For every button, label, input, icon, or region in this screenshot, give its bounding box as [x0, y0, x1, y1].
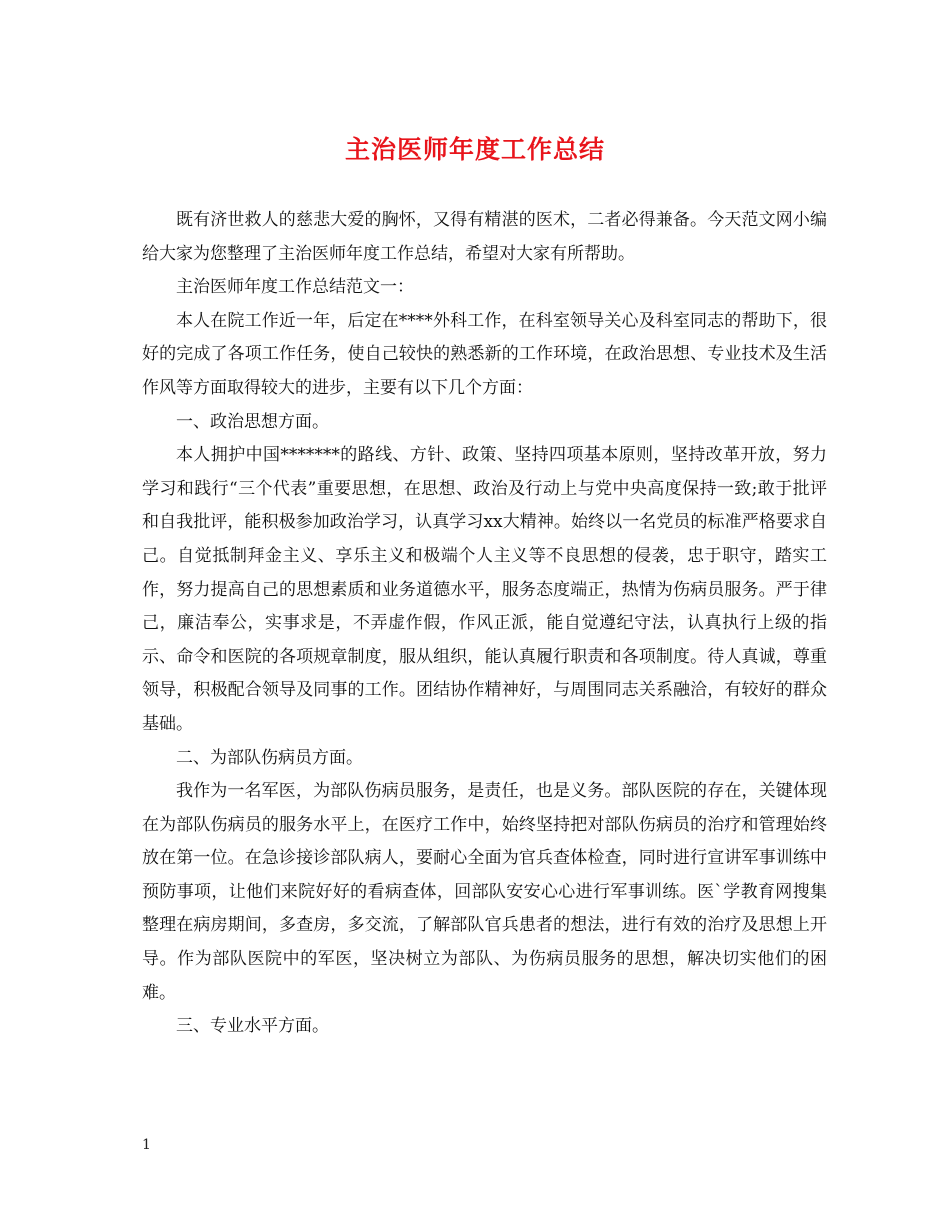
section-heading-troops: 二、为部队伤病员方面。	[176, 747, 363, 768]
paragraph-sample-heading: 主治医师年度工作总结范文一：	[176, 277, 414, 298]
document-title: 主治医师年度工作总结	[344, 135, 605, 164]
document-body	[142, 204, 827, 1044]
page-number: 1	[142, 1137, 151, 1153]
paragraph-overview: 本人在院工作近一年，后定在****外科工作，在科室领导关心及科室同志的帮助下，很好的完成了各项工作任务，使自己较快的熟悉新的工作环境，在政治思想、专业技术及生活作风等方面取得较大的进步，主要有以下几个方面：	[142, 310, 827, 398]
section-heading-professional: 三、专业水平方面。	[176, 1016, 329, 1037]
paragraph-political: 本人拥护中国*******的路线、方针、政策、坚持四项基本原则，坚持改革开放，努力学习和践行“三个代表”重要思想，在思想、政治及行动上与党中央高度保持一致;敢于批评和自我批评，能积极参加政治学习，认真学习xx大精神。始终以一名党员的标准严格要求自己。自觉抵制拜金主义、享乐主义和极端个人主义等不良思想的侵袭，忠于职守，踏实工作，努力提高自己的思想素质和业务道德水平，服务态度端正，热情为伤病员服务。严于律己，廉洁奉公，实事求是，不弄虚作假，作风正派，能自觉遵纪守法，认真执行上级的指示、命令和医院的各项规章制度，服从组织，能认真履行职责和各项制度。待人真诚，尊重领导，积极配合领导及同事的工作。团结协作精神好，与周围同志关系融洽，有较好的群众基础。	[142, 445, 827, 734]
paragraph-troops: 我作为一名军医，为部队伤病员服务，是责任，也是义务。部队医院的存在，关键体现在为部队伤病员的服务水平上，在医疗工作中，始终坚持把对部队伤病员的治疗和管理始终放在第一位。在急诊接诊部队病人，要耐心全面为官兵查体检查，同时进行宣讲军事训练中预防事项，让他们来院好好的看病查体，回部队安安心心进行军事训练。医`学教育网搜集整理在病房期间，多查房，多交流，了解部队官兵患者的想法，进行有效的治疗及思想上开导。作为部队医院中的军医，坚决树立为部队、为伤病员服务的思想，解决切实他们的困难。	[142, 781, 827, 1003]
paragraph-intro: 既有济世救人的慈悲大爱的胸怀，又得有精湛的医术，二者必得兼备。今天范文网小编给大家为您整理了主治医师年度工作总结，希望对大家有所帮助。	[142, 210, 827, 264]
section-heading-political: 一、政治思想方面。	[176, 411, 329, 432]
